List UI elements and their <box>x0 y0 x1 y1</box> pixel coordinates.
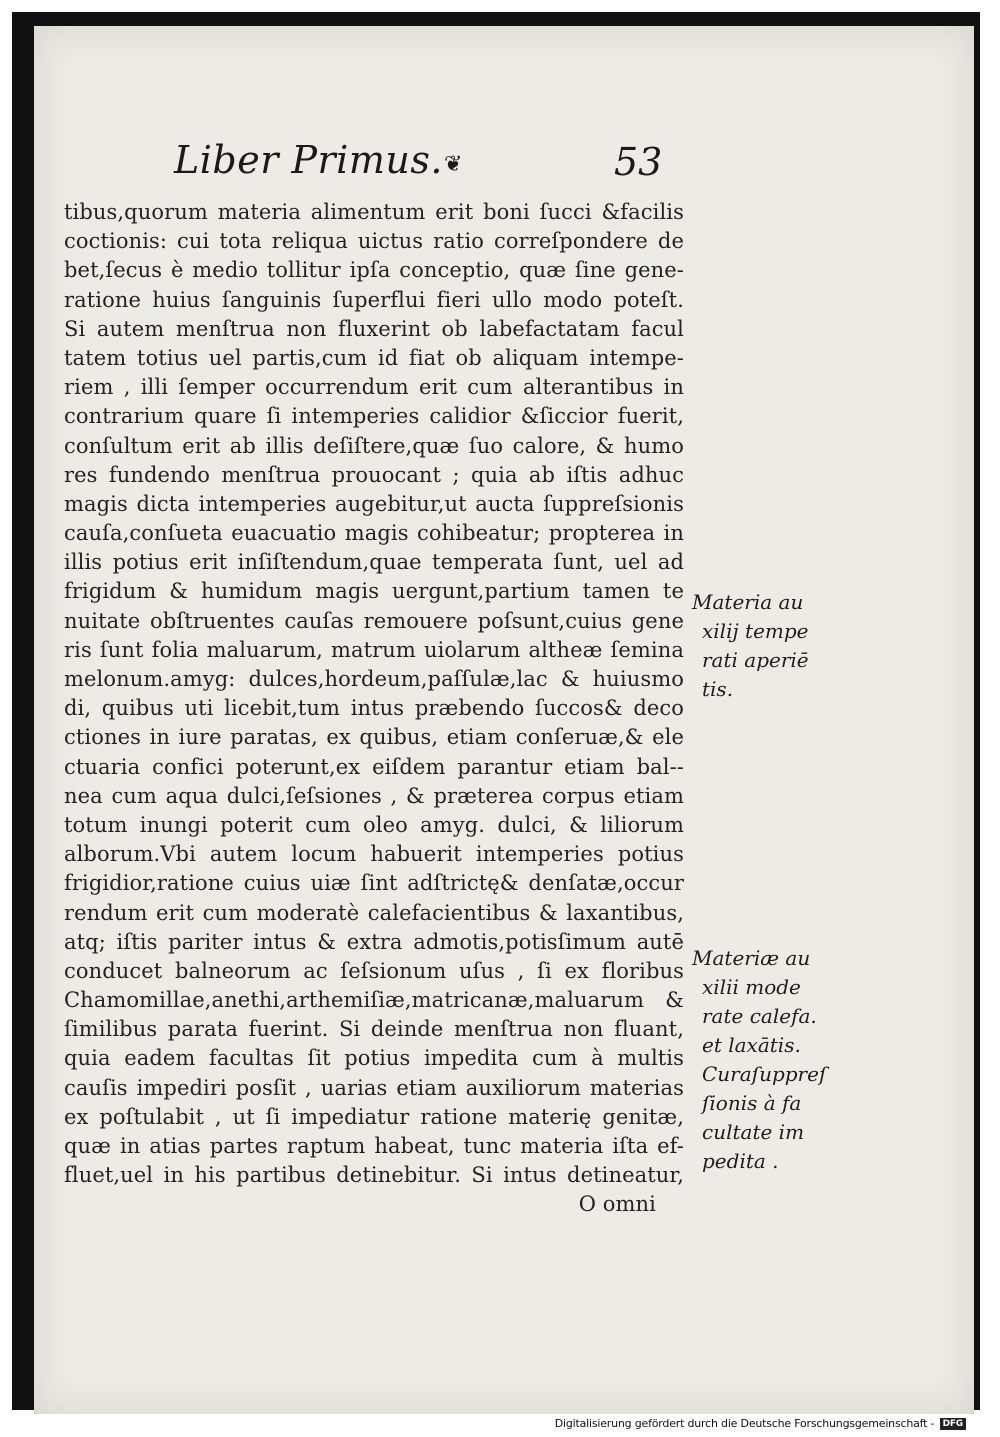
text-line: frigidum & humidum magis uergunt,partium tamen te <box>64 579 684 604</box>
scan-frame <box>12 12 980 1410</box>
text-line: Materia au <box>692 590 804 614</box>
text-line: fluet,uel in his partibus detinebitur. Si intus detineatur, <box>64 1163 684 1188</box>
text-line: melonum.amyg: dulces,hordeum,paſſulæ,lac & huiusmo <box>64 667 684 691</box>
text-line: di, quibus uti licebit,tum intus præbendo ſuccos& deco <box>64 696 684 721</box>
margin-note-1 <box>692 588 842 704</box>
text-line: conſultum erit ab illis deſiſtere,quæ ſuo calore, & humo <box>64 433 684 458</box>
text-line: riem , illi ſemper occurrendum erit cum alterantibus in <box>64 375 684 400</box>
page-header <box>174 138 694 198</box>
text-line: tibus,quorum materia alimentum erit boni ſucci &facilis <box>64 200 684 224</box>
book-page <box>34 26 974 1414</box>
footer-text: Digitalisierung gefördert durch die Deutsche Forschungsgemeinschaft - <box>554 1417 935 1430</box>
text-line: contrarium quare ſi intemperies calidior &ſiccior fuerit, <box>64 404 684 429</box>
text-line: totum inungi poterit cum oleo amyg. dulci, & liliorum <box>64 812 684 837</box>
text-line: cauſis impediri posſit , uarias etiam auxiliorum materias <box>64 1075 684 1100</box>
text-line: et laxātis. <box>702 1033 801 1057</box>
text-line: xilii mode <box>702 975 801 999</box>
text-line: ris ſunt folia maluarum, matrum uiolarum altheæ ſemina <box>64 637 684 662</box>
text-line: conducet balneorum ac ſeſsionum uſus , ſi ex floribus <box>64 958 684 983</box>
text-line: ſimilibus parata fuerint. Si deinde menſtrua non fluant, <box>64 1017 684 1042</box>
text-line: bet,ſecus è medio tollitur ipſa conceptio, quæ ſine gene- <box>64 258 684 283</box>
text-line: Materiæ au <box>692 946 811 970</box>
text-line: Chamomillae,anethi,arthemiſiæ,matricanæ,maluarum & <box>64 988 684 1013</box>
text-line: tatem totius uel partis,cum id fiat ob aliquam intempe- <box>64 345 684 370</box>
running-title: Liber Primus. <box>174 138 443 182</box>
text-line: ctiones in iure paratas, ex quibus, etiam conſeruæ,& ele <box>64 725 684 750</box>
text-line: nea cum aqua dulci,ſeſsiones , & præterea corpus etiam <box>64 783 684 808</box>
text-line: ex poſtulabit , ut ſi impediatur ratione materię genitæ, <box>64 1104 684 1129</box>
text-line: pedita . <box>702 1149 779 1173</box>
text-line: ſionis à fa <box>702 1091 802 1115</box>
ornament-icon: ❦ <box>444 152 463 177</box>
body-text <box>64 198 684 1220</box>
text-line: coctionis: cui tota reliqua uictus ratio correſpondere de <box>64 229 684 254</box>
text-line: res fundendo menſtrua prouocant ; quia ab iſtis adhuc <box>64 462 684 487</box>
text-line: frigidior,ratione cuius uiæ ſint adſtrictę& denſatæ,occur <box>64 871 684 896</box>
text-line: tis. <box>702 677 734 701</box>
text-line: ctuaria confici poterunt,ex eiſdem parantur etiam bal-- <box>64 754 684 779</box>
text-line: rate calefa. <box>702 1004 817 1028</box>
dfg-logo: DFG <box>940 1418 966 1430</box>
text-line: Curaſuppreſ <box>702 1062 827 1086</box>
margin-note-2 <box>692 944 842 1176</box>
text-line: magis dicta intemperies augebitur,ut aucta ſuppreſsionis <box>64 491 684 516</box>
text-line: Si autem menſtrua non fluxerint ob labefactatam facul <box>64 316 684 341</box>
text-line: cauſa,conſueta euacuatio magis cohibeatur; propterea in <box>64 521 684 546</box>
text-line: rendum erit cum moderatè calefacientibus & laxantibus, <box>64 900 684 925</box>
text-line: alborum.Vbi autem locum habuerit intemperies potius <box>64 842 684 867</box>
page-number: 53 <box>614 140 663 184</box>
text-line: cultate im <box>702 1120 805 1144</box>
text-line: illis potius erit inſiſtendum,quae temperata ſunt, uel ad <box>64 550 684 575</box>
text-line: quia eadem facultas ſit potius impedita cum à multis <box>64 1046 684 1071</box>
text-line: xilij tempe <box>702 619 809 643</box>
text-line: nuitate obſtruentes cauſas remouere poſsunt,cuius gene <box>64 608 684 633</box>
text-line: rati aperiē <box>702 648 809 672</box>
text-line: O omni <box>578 1192 656 1217</box>
footer-credit <box>555 1417 966 1430</box>
text-line: quæ in atias partes raptum habeat, tunc materia iſta ef- <box>64 1134 684 1158</box>
text-line: ratione huius ſanguinis ſuperflui fieri ullo modo poteſt. <box>64 287 684 312</box>
text-line: atq; iſtis pariter intus & extra admotis,potisſimum autē <box>64 929 684 954</box>
